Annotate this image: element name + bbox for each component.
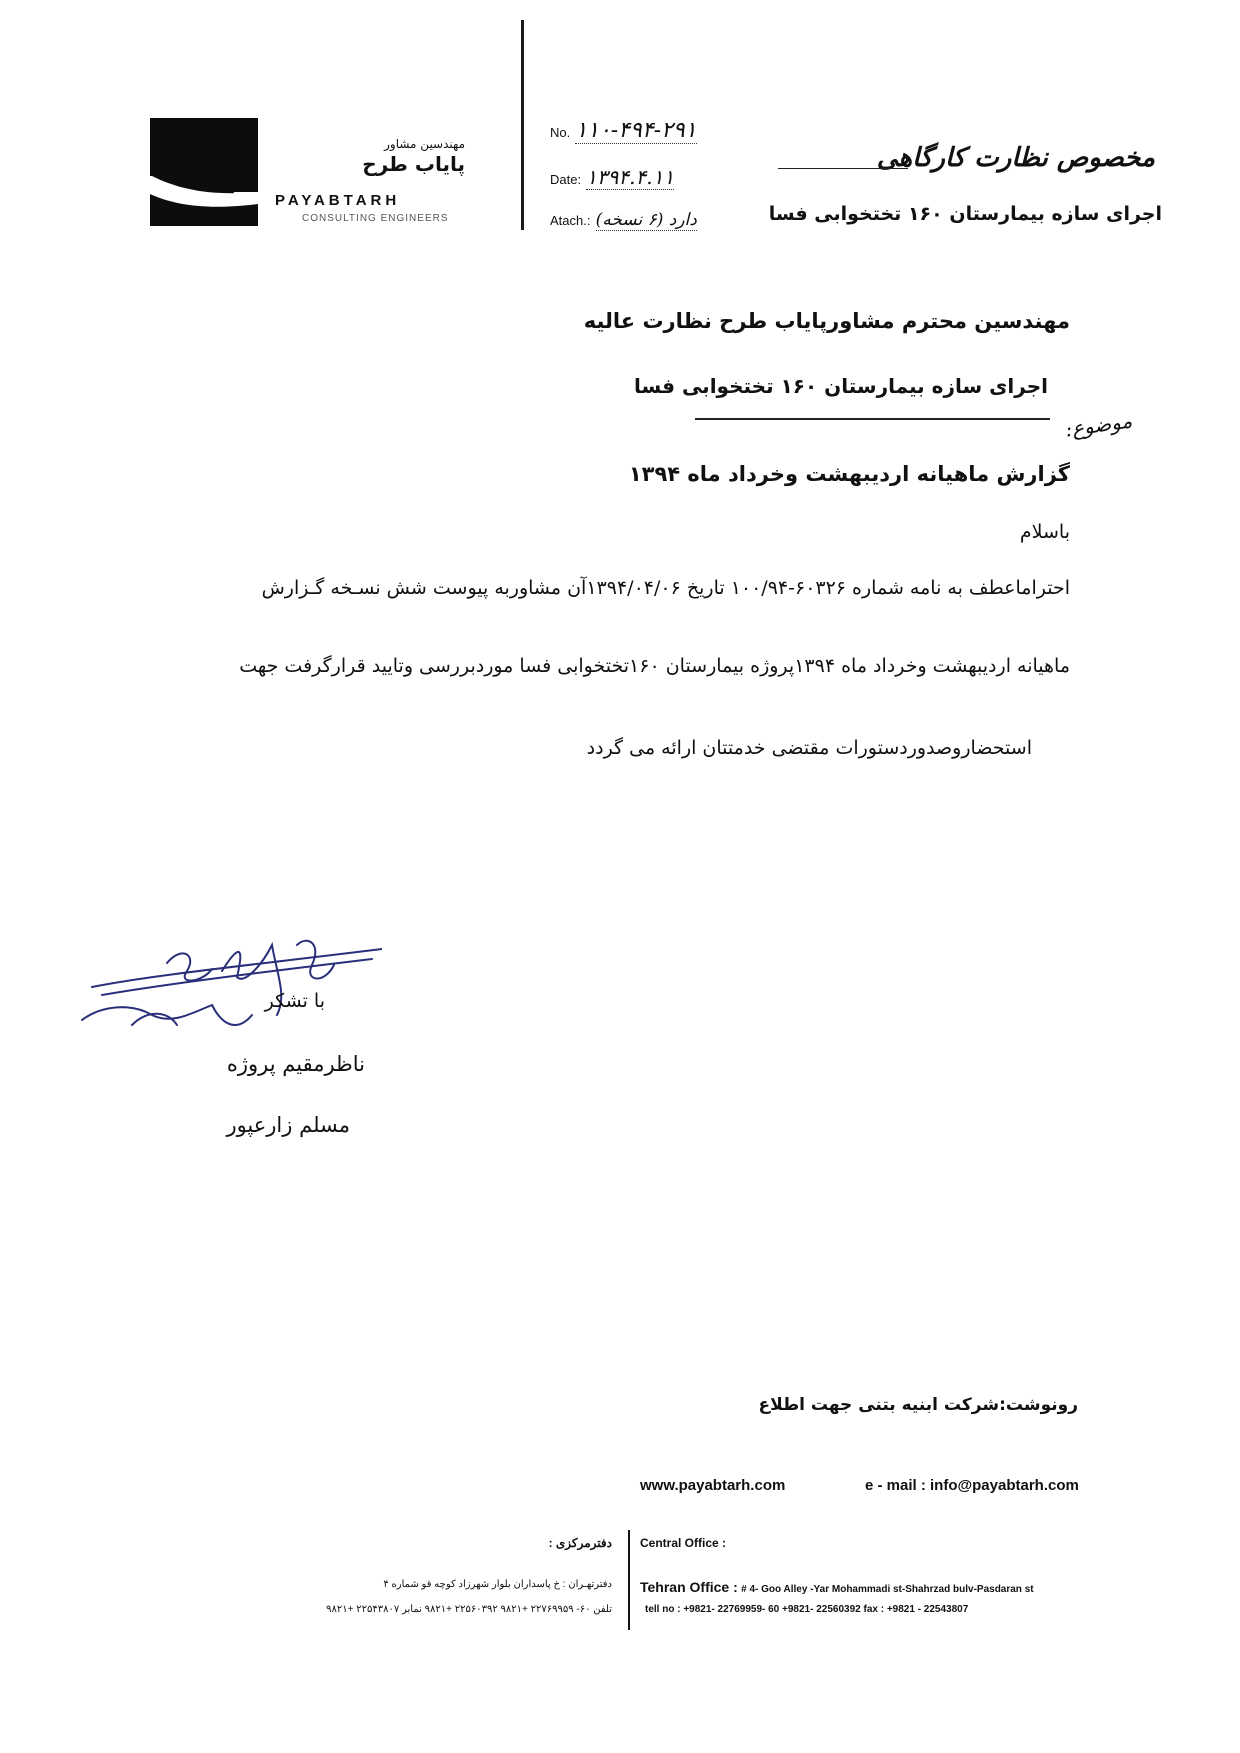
cc-line: رونوشت:شرکت ابنیه بتنی جهت اطلاع bbox=[758, 1395, 1078, 1415]
brand-name-en: PAYABTARH bbox=[275, 192, 401, 209]
tehran-address-fa: دفترتهـران : خ پاسداران بلوار شهرزاد کوچه قو شماره ۴ bbox=[383, 1579, 612, 1590]
no-label: No. bbox=[550, 125, 571, 140]
brand-name-fa: پایاب طرح bbox=[362, 152, 465, 176]
no-value: ۱۱۰-۴۹۴-۲۹۱ bbox=[575, 118, 697, 143]
attach-label: Atach.: bbox=[550, 213, 591, 228]
letter-attach-row bbox=[550, 210, 740, 230]
signer-role: ناظرمقیم پروژه bbox=[226, 1052, 365, 1076]
brand-subtitle-en: CONSULTING ENGINEERS bbox=[302, 213, 449, 224]
tehran-address-en: # 4- Goo Alley -Yar Mohammadi st-Shahrzad bulv-Pasdaran st bbox=[741, 1584, 1034, 1595]
letter-date-row bbox=[550, 165, 720, 189]
project-line: اجرای سازه بیمارستان ۱۶۰ تختخوابی فسا bbox=[634, 374, 1048, 398]
date-label: Date: bbox=[550, 172, 582, 187]
tehran-office-label-en: Tehran Office : bbox=[640, 1579, 738, 1595]
date-value: ۱۳۹۴.۴.۱۱ bbox=[586, 165, 675, 189]
consultant-small-label: مهندسین مشاور bbox=[384, 137, 465, 151]
subject-label: موضوع: bbox=[1063, 408, 1134, 442]
central-office-label-fa: دفترمرکزی : bbox=[548, 1536, 612, 1550]
website-link[interactable]: www.payabtarh.com bbox=[640, 1477, 786, 1494]
body-line-2: ماهیانه اردیبهشت وخرداد ماه ۱۳۹۴پروژه بیمارستان ۱۶۰تختخوابی فسا موردبررسی وتایید قرارگرفت جهت bbox=[239, 655, 1070, 677]
attach-value: دارد (۶ نسخه) bbox=[595, 210, 697, 230]
header-divider bbox=[521, 20, 524, 230]
handwritten-signature-icon bbox=[72, 925, 382, 1045]
project-underline bbox=[695, 418, 1050, 420]
tehran-address-en-row bbox=[640, 1579, 1200, 1595]
letter-number-row bbox=[550, 118, 720, 143]
supervision-title-underline bbox=[778, 168, 908, 170]
header-project-line: اجرای سازه بیمارستان ۱۶۰ تختخوابی فسا bbox=[768, 203, 1162, 225]
tehran-contacts-en: tell no : +9821- 22769959- 60 +9821- 22560392 fax : +9821 - 22543807 bbox=[645, 1604, 969, 1615]
supervision-title: مخصوص نظارت کارگاهی bbox=[876, 143, 1155, 173]
greeting: باسلام bbox=[1019, 521, 1070, 543]
closing-phrase: با تشکر bbox=[264, 990, 325, 1012]
tehran-contacts-fa: تلفن ۶۰- ۲۲۷۶۹۹۵۹ +۹۸۲۱ ۲۲۵۶۰۳۹۲ +۹۸۲۱ نمابر ۲۲۵۴۳۸۰۷ +۹۸۲۱ bbox=[326, 1604, 612, 1615]
central-office-label-en: Central Office : bbox=[640, 1536, 727, 1550]
payabtarh-logo-icon bbox=[150, 118, 258, 226]
body-line-1: احتراماعطف به نامه شماره ۶۰۳۲۶-۱۰۰/۹۴ تاریخ ۱۳۹۴/۰۴/۰۶آن مشاوربه پیوست شش نسـخه گـزارش bbox=[261, 577, 1070, 599]
email-link[interactable]: e - mail : info@payabtarh.com bbox=[865, 1477, 1079, 1494]
recipient-line: مهندسین محترم مشاورپایاب طرح نظارت عالیه bbox=[583, 309, 1070, 333]
subject-line: گزارش ماهیانه اردیبهشت وخرداد ماه ۱۳۹۴ bbox=[628, 462, 1070, 486]
body-line-3: استحضاروصدوردستورات مقتضی خدمتتان ارائه می گردد bbox=[586, 737, 1032, 759]
footer-divider bbox=[628, 1530, 630, 1630]
signer-name: مسلم زارعپور bbox=[226, 1113, 350, 1137]
